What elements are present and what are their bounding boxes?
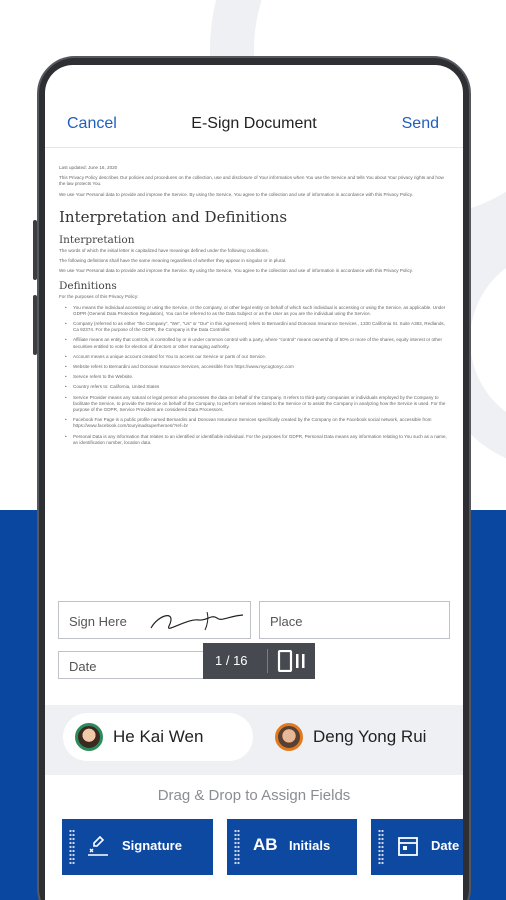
date-field[interactable] [58,651,208,679]
send-button[interactable]: Send [401,115,439,132]
definition-item: • Country refers to: California, United States [59,384,451,390]
last-updated: Last updated: June 16, 2020 [59,165,118,170]
definition-item: • Personal Data is any information that relates to an identified or identifiable individual. For the purposes for GDPR, Personal Data means any information relating to You such as a name, an identification number, location data. [59,434,451,446]
initials-icon: AB [253,835,278,854]
page-indicator-divider [267,649,268,673]
definition-item: • Affiliate means an entity that controls, is controlled by or is under common control with a party, where "control" means ownership of 50% or more of the shares, equity interest or other securities entitled to vote for election of directors or other managing authority. [59,337,451,349]
drag-handle-icon[interactable] [69,829,75,865]
drag-handle-icon[interactable] [378,829,384,865]
definition-item: • Service Provider means any natural or legal person who processes the data on behalf of the Company. It refers to third-party companies or individuals employed by the Company to facilitate the Service, to provide the Service on behalf of the Company, to perform services related to the Service or to assist the Company in analyzing how the Service is used. For the purpose of the GDPR, Service Providers are considered Data Processors. [59,395,451,414]
avatar [275,723,303,751]
handwritten-signature [147,606,247,636]
calendar-icon [397,835,419,857]
navigation-divider [45,147,463,148]
navigation-bar [45,105,463,145]
page-title: E-Sign Document [191,115,317,132]
avatar [75,723,103,751]
signature-field-tile[interactable] [62,819,213,875]
initials-field-tile[interactable] [227,819,357,875]
doc-paragraph: We use Your Personal data to provide and improve the Service. By using the Service, You agree to the collection and use of information in accordance with this Privacy Policy. [59,268,414,274]
doc-paragraph: We use Your Personal data to provide and improve the Service. By using the Service, You agree to the collection and use of information in accordance with this Privacy Policy. [59,191,414,197]
drag-handle-icon[interactable] [234,829,240,865]
drag-drop-hint: Drag & Drop to Assign Fields [157,787,351,804]
doc-subheading-definitions: Definitions [59,280,117,293]
page-count: 1 / 16 [215,653,248,668]
phone-screen [45,65,463,900]
sign-here-field[interactable] [58,601,251,639]
doc-paragraph: For the purposes of this Privacy Policy: [59,294,139,300]
signer-name: Deng Yong Rui [313,727,427,746]
doc-heading: Interpretation and Definitions [59,207,288,226]
signer-deng-yong-rui[interactable] [263,713,453,761]
date-field-tile[interactable] [371,819,463,875]
definition-item: • Company (referred to as either "the Company", "We", "Us" or "Our" in this Agreement) refers to Bernardini and Donovan Insurance Services , 1330 California St. Suite A383, Redlands, Ca 92374. For the purpose of the GDPR, the Company is the Data Controller. [59,321,451,333]
date-tile-label: Date [431,838,460,853]
definition-item: • Website refers to Bernardini and Donovan Insurance Services, accessible from https://www.mycogtonyc.com [59,364,451,370]
sign-here-label: Sign Here [69,614,127,629]
cancel-button[interactable]: Cancel [67,115,117,132]
phone-volume-up-button [33,220,37,280]
place-label: Place [270,614,303,629]
definition-item: • Service refers to the Website. [59,374,451,380]
page-view-icon[interactable] [275,650,307,672]
doc-paragraph: This Privacy Policy describes Our policies and procedures on the collection, use and disclosure of Your information when You use the Service and tells You about Your privacy rights and how the law protects You. [59,175,444,187]
doc-paragraph: The words of which the initial letter is capitalized have meanings defined under the following conditions. [59,247,269,253]
definition-item: • Facebook Fan Page is a public profile named Bernardini and Donovan Insurance Services specifically created by the Company on the Facebook social network, accessible from https://www.facebook.com/touryinadsuperheroes/?ref=br [59,417,451,429]
place-field[interactable] [259,601,450,639]
signature-icon [86,835,110,859]
signer-selector [45,705,463,775]
definition-item: • Account means a unique account created for You to access our Service or parts of our Service. [59,354,451,360]
initials-label: Initials [289,838,331,853]
signer-name: He Kai Wen [113,727,204,746]
signer-he-kai-wen[interactable] [63,713,253,761]
signature-label: Signature [122,838,182,853]
doc-subheading-interpretation: Interpretation [59,233,135,246]
document-page[interactable] [59,165,451,450]
definitions-list [59,305,451,446]
definition-item: • You means the individual accessing or using the Service, or the company, or other legal entity on behalf of which such individual is accessing or using the Service, as applicable. Under GDPR (General Data Protection Regulation), You can be referred to as the Data Subject or as the User as you are the individual using the Service. [59,305,451,317]
date-label: Date [69,659,97,674]
doc-paragraph: The following definitions shall have the same meaning regardless of whether they appear in singular or in plural. [59,258,287,264]
phone-volume-down-button [33,295,37,355]
page-indicator[interactable] [203,643,315,679]
